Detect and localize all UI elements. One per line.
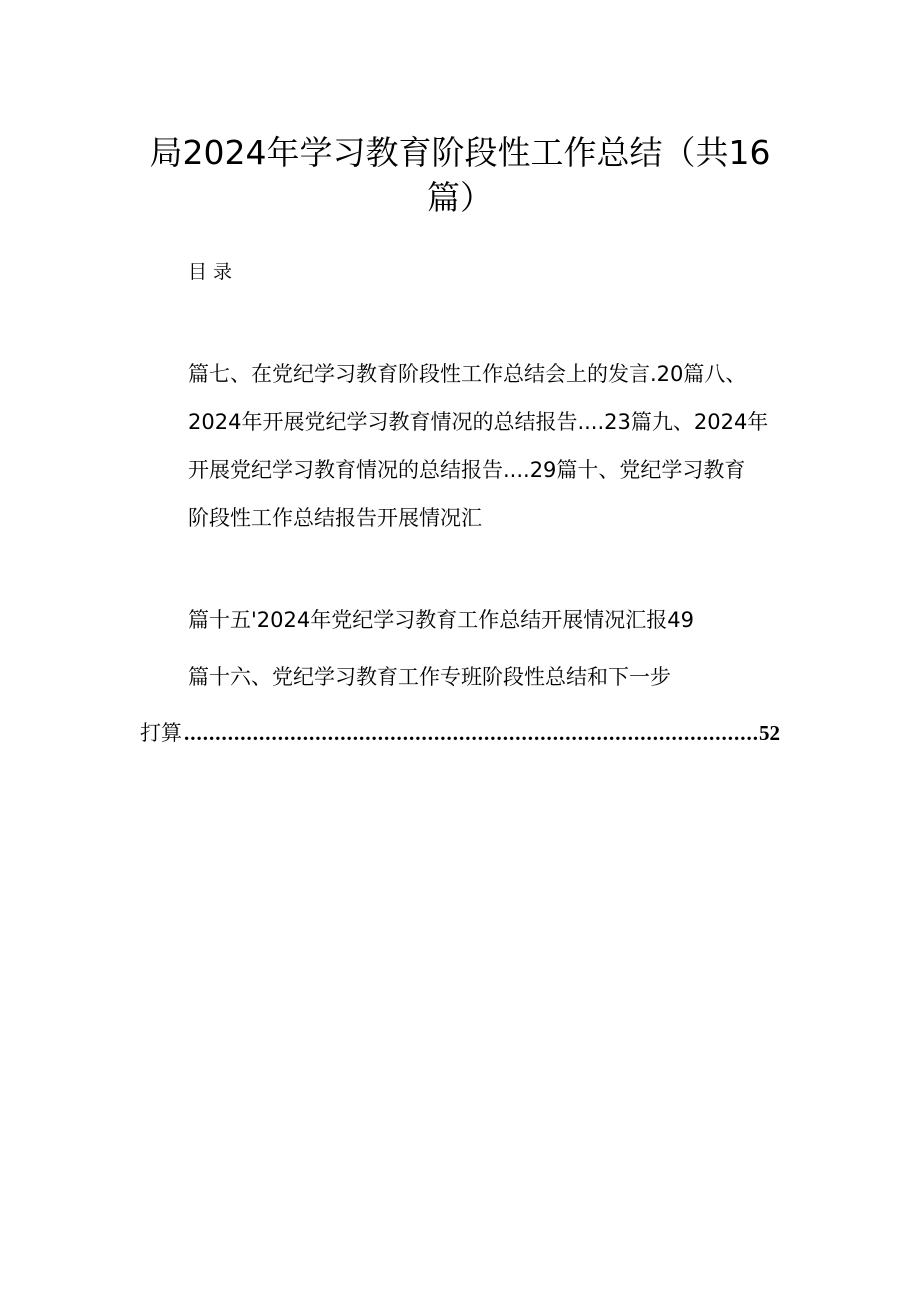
toc-entry-15: 篇十五'2024年党纪学习教育工作总结开展情况汇报49 (188, 608, 694, 632)
toc-entry-16-line-2 (140, 718, 780, 748)
toc-paragraph-line-3: 开展党纪学习教育情况的总结报告....29篇十、党纪学习教育 (188, 458, 746, 482)
toc-paragraph (188, 350, 798, 542)
toc-paragraph-line-4: 阶段性工作总结报告开展情况汇 (188, 506, 482, 530)
document-title (120, 130, 800, 220)
toc-entry-16-line-1: 篇十六、党纪学习教育工作专班阶段性总结和下一步 (188, 665, 671, 689)
toc-heading: 目录 (188, 261, 239, 283)
toc-dot-leader (184, 718, 757, 748)
toc-entry-16-page: 52 (759, 721, 780, 745)
toc-entry-16-tail: 打算 (140, 721, 182, 745)
toc-paragraph-line-1: 篇七、在党纪学习教育阶段性工作总结会上的发言.20篇八、 (188, 362, 747, 386)
toc-paragraph-line-2: 2024年开展党纪学习教育情况的总结报告....23篇九、2024年 (188, 410, 769, 434)
title-line-1: 局2024年学习教育阶段性工作总结（共16 (149, 133, 771, 172)
title-line-2: 篇） (427, 178, 493, 217)
